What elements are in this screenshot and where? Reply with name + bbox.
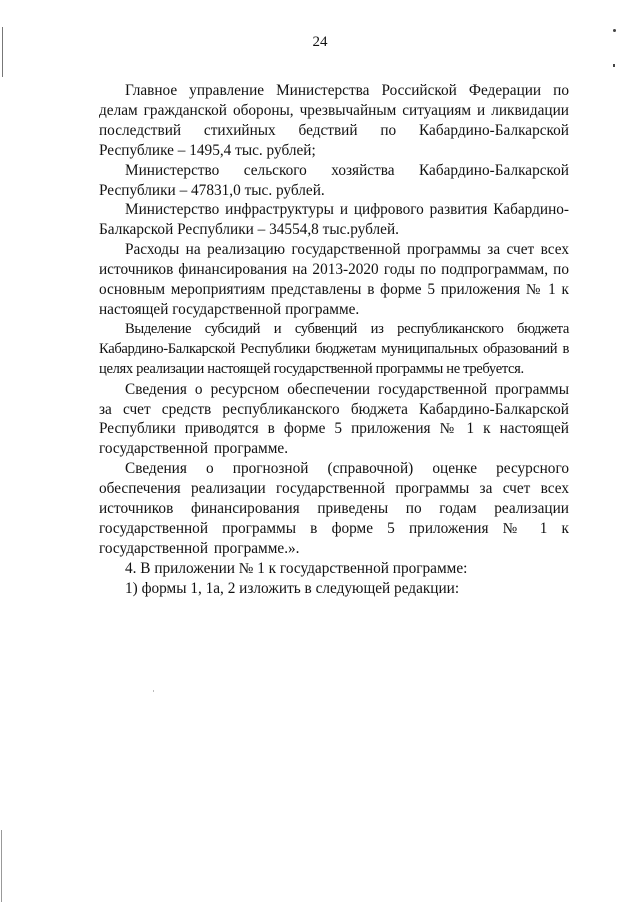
paragraph-forms-edit: 1) формы 1, 1а, 2 изложить в следующей редакции: xyxy=(125,579,460,597)
paragraph-infrastructure-ministry: Министерство инфраструктуры и цифрового развития Кабардино-Балкарской Республики – 34554,8 тыс.рублей. xyxy=(99,201,569,239)
paragraph-forecast-estimate: Сведения о прогнозной (справочной) оценке ресурсного обеспечения реализации государственной программы за счет всех источников финансирования приведены по годам реализации государственной программы в форме 5 приложения № 1 к государственной программе.». xyxy=(99,460,569,557)
paragraph-resource-info: Сведения о ресурсном обеспечении государственной программы за счет средств республиканского бюджета Кабардино-Балкарской Республики приводятся в форме 5 приложения № 1 к настоящей государственной программе. xyxy=(99,380,569,458)
scan-edge-line-top xyxy=(2,27,3,77)
scan-speck xyxy=(153,690,154,692)
document-body xyxy=(99,81,569,599)
page-number: 24 xyxy=(312,34,328,50)
scan-speck xyxy=(613,29,616,32)
paragraph-emergency-ministry: Главное управление Министерства Российской Федерации по делам гражданской обороны, чрезвычайным ситуациям и ликвидации последствий стихийных бедствий по Кабардино-Балкарской Республике – 1495,4 тыс. рублей; xyxy=(99,82,569,159)
paragraph-appendix-item: 4. В приложении № 1 к государственной программе: xyxy=(125,559,468,577)
scan-edge-line-bottom xyxy=(1,830,2,902)
paragraph-agriculture-ministry: Министерство сельского хозяйства Кабардино-Балкарской Республики – 47831,0 тыс. рублей. xyxy=(99,161,569,199)
paragraph-subsidies: Выделение субсидий и субвенций из республиканского бюджета Кабардино-Балкарской Республики бюджетам муниципальных образований в целях реализации настоящей государственной программы не требуется. xyxy=(99,320,569,377)
scan-speck xyxy=(613,64,615,67)
paragraph-program-expenses: Расходы на реализацию государственной программы за счет всех источников финансирования на 2013-2020 годы по подпрограммам, по основным мероприятиям представлены в форме 5 приложения № 1 к настоящей государственной программе. xyxy=(99,241,569,318)
